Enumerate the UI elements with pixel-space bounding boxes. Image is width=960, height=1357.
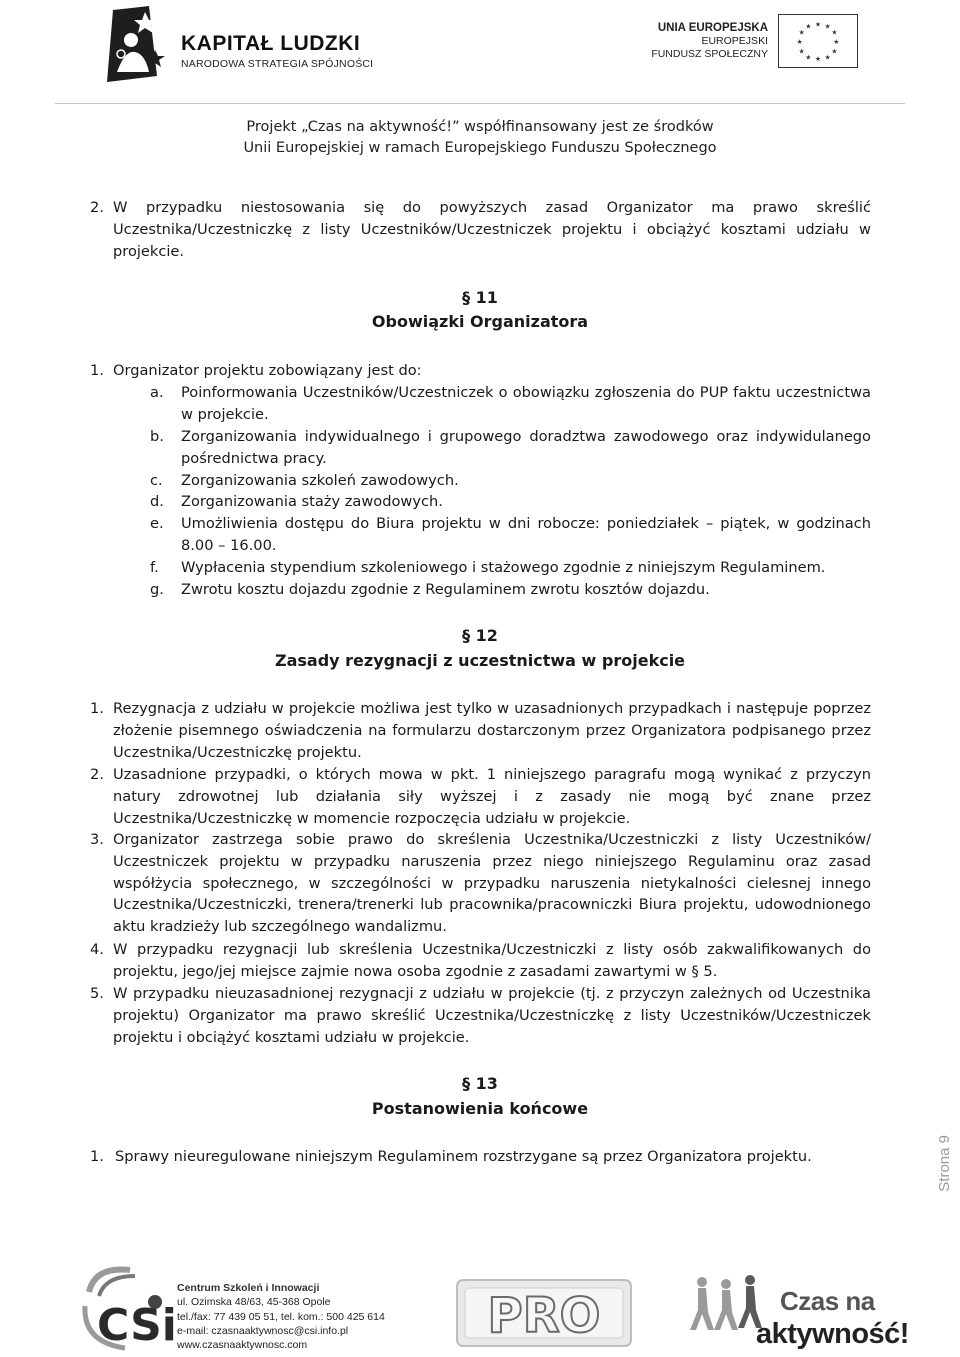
- kapital-ludzki-emblem-icon: [105, 6, 167, 84]
- sec12-item-text: W przypadku rezygnacji lub skreślenia Uczestnika/Uczestniczki z listy osób zakwalifikowanych do projektu, jego/jej miejsce zajmie nowa osoba zgodnie z zasadami zawartymi w § 5.: [113, 941, 871, 980]
- csi-logo-icon: [75, 1262, 175, 1352]
- center-name: Centrum Szkoleń i Innowacji: [177, 1282, 320, 1294]
- sec13-item-number: 1.: [90, 1148, 104, 1165]
- sec11-sub-letter: e.: [150, 515, 164, 532]
- top-item-text: W przypadku niestosowania się do powyższych zasad Organizator ma prawo skreślić Uczestnika/Uczestniczkę z listy Uczestników/Uczestniczek projektu i obciążyć kosztami udziału w projekcie.: [113, 199, 871, 260]
- czas-line-1: Czas na: [780, 1286, 875, 1316]
- sec11-sub-text: Wypłacenia stypendium szkoleniowego i stażowego zgodnie z niniejszym Regulaminem.: [181, 559, 826, 576]
- sec13-item-text: Sprawy nieuregulowane niniejszym Regulaminem rozstrzygane są przez Organizatora projektu.: [115, 1148, 812, 1165]
- svg-text:★: ★: [831, 47, 838, 56]
- page-number-text: Strona 9: [936, 1135, 953, 1192]
- svg-text:★: ★: [814, 20, 822, 29]
- organizer-contact: [177, 1281, 385, 1352]
- center-phones: tel./fax: 77 439 05 51, tel. kom.: 500 425 614: [177, 1310, 385, 1323]
- top-item-number: 2.: [90, 199, 104, 216]
- sec12-item-number: 1.: [90, 700, 104, 717]
- sec12-item-number: 5.: [90, 985, 104, 1002]
- sec11-sub-text: Zwrotu kosztu dojazdu zgodnie z Regulaminem zwrotu kosztów dojazdu.: [181, 581, 710, 598]
- sec12-item-text: Rezygnacja z udziału w projekcie możliwa jest tylko w uzasadnionych przypadkach i następuje poprzez złożenie pisemnego oświadczenia na formularzu dostarczonym przez Organizatora podpisanego przez Uczestnika/Uczestniczkę projektu.: [113, 700, 871, 761]
- sec12-item-text: Uzasadnione przypadki, o których mowa w pkt. 1 niniejszego paragrafu mogą wynikać z przyczyn natury zdrowotnej lub działania siły wyższej i z zasady nie mogą być znane przez Uczestnika/Uczestniczkę w momencie rozpoczęcia udziału w projekcie.: [113, 766, 871, 827]
- csi-logo-text: CSi: [97, 1300, 175, 1351]
- section-11-title: Obowiązki Organizatora: [371, 312, 589, 331]
- csi-logo: [75, 1262, 175, 1352]
- sec12-item-number: 4.: [90, 941, 104, 958]
- kapital-ludzki-title: KAPITAŁ LUDZKI: [181, 32, 361, 55]
- eu-line-1: UNIA EUROPEJSKA: [657, 22, 768, 34]
- sec12-item-text: Organizator zastrzega sobie prawo do skreślenia Uczestnika/Uczestniczki z listy Uczestników/ Uczestniczek projektu w przypadku naruszenia przez niego niniejszego Regulaminu oraz zasad współżycia społecznego, w szczególności w przypadku naruszenia nietykalności cielesnej innego Uczestnika/Uczestniczki, trenera/trenerki lub pracownika/pracowniczki Biura projektu, udowodnionego aktu kradzieży lub szczególnego wandalizmu.: [113, 831, 871, 936]
- center-email: e-mail: czasnaaktywnosc@csi.info.pl: [177, 1324, 349, 1337]
- sec11-sub-letter: f.: [150, 559, 159, 576]
- svg-text:★: ★: [798, 47, 805, 56]
- sec11-sub-text: Zorganizowania szkoleń zawodowych.: [181, 472, 459, 489]
- eu-logo: [651, 12, 860, 72]
- svg-text:★: ★: [824, 53, 831, 62]
- sec12-item-number: 3.: [90, 831, 104, 848]
- section-13-symbol: § 13: [462, 1074, 498, 1093]
- czas-na-aktywnosc-logo: [690, 1272, 909, 1354]
- kapital-ludzki-subtitle: NARODOWA STRATEGIA SPÓJNOŚCI: [181, 58, 374, 70]
- section-13-title: Postanowienia końcowe: [371, 1099, 589, 1118]
- eu-line-2: EUROPEJSKI: [701, 35, 768, 47]
- project-line-1: Projekt „Czas na aktywność!” współfinansowany jest ze środków: [246, 119, 714, 135]
- sec12-item-number: 2.: [90, 766, 104, 783]
- sec12-item-text: W przypadku nieuzasadnionej rezygnacji z udziału w projekcie (tj. z przyczyn zależnych od Uczestnika projektu) Organizator ma prawo skreślić Uczestnika/Uczestniczkę z listy Uczestników/Uczestniczek projektu i obciążyć kosztami udziału w projekcie.: [113, 985, 871, 1046]
- sec11-sub-letter: a.: [150, 384, 164, 401]
- svg-text:★: ★: [831, 28, 838, 37]
- center-www: www.czasnaaktywnosc.com: [177, 1339, 308, 1352]
- sec11-sub-letter: c.: [150, 472, 163, 489]
- sec11-sub-text: Zorganizowania staży zawodowych.: [181, 493, 443, 510]
- eu-logo-text: [651, 22, 768, 61]
- pro-logo-text: PRO: [487, 1288, 601, 1344]
- pro-logo-icon: [455, 1278, 633, 1348]
- sec11-sub-text: Zorganizowania indywidualnego i grupowego doradztwa zawodowego oraz indywidulanego pośrednictwa pracy.: [181, 428, 871, 467]
- eu-line-3: FUNDUSZ SPOŁECZNY: [651, 48, 768, 60]
- sec11-item-text: Organizator projektu zobowiązany jest do:: [113, 362, 422, 379]
- czas-line-2: aktywność!: [756, 1318, 909, 1350]
- project-funding-notice: [0, 117, 960, 159]
- header-divider: [55, 103, 905, 104]
- svg-text:★: ★: [824, 22, 831, 31]
- eu-flag-icon: [778, 14, 858, 68]
- center-address: ul. Ozimska 48/63, 45-368 Opole: [177, 1296, 331, 1309]
- svg-text:★: ★: [814, 55, 822, 64]
- page-number-label: [936, 1135, 960, 1225]
- section-11-symbol: § 11: [462, 288, 498, 307]
- sec11-sub-letter: g.: [150, 581, 164, 598]
- pro-logo: [455, 1278, 633, 1348]
- kapital-ludzki-logo: [105, 6, 375, 84]
- svg-text:★: ★: [798, 28, 805, 37]
- section-12-symbol: § 12: [462, 626, 498, 645]
- sec11-sub-letter: d.: [150, 493, 164, 510]
- sec11-sub-text: Umożliwienia dostępu do Biura projektu w dni robocze: poniedziałek – piątek, w godzinach 8.00 – 16.00.: [181, 515, 871, 554]
- svg-text:★: ★: [805, 22, 812, 31]
- svg-text:★: ★: [796, 37, 803, 46]
- svg-text:★: ★: [833, 37, 840, 46]
- svg-text:★: ★: [805, 53, 812, 62]
- sec11-item-number: 1.: [90, 362, 104, 379]
- project-line-2: Unii Europejskiej w ramach Europejskiego Funduszu Społecznego: [243, 140, 717, 156]
- sec11-sub-letter: b.: [150, 428, 164, 445]
- section-12-title: Zasady rezygnacji z uczestnictwa w projekcie: [274, 651, 686, 670]
- sec11-sub-text: Poinformowania Uczestników/Uczestniczek o obowiązku zgłoszenia do PUP faktu uczestnictwa w projekcie.: [181, 384, 871, 423]
